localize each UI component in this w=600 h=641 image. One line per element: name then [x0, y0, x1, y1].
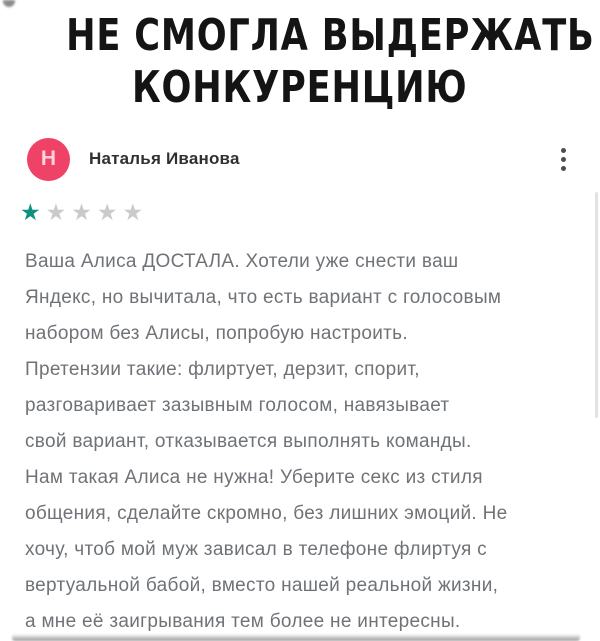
headline: [0, 0, 600, 114]
review-body: [0, 244, 600, 640]
review-body-line: а мне её заигрывания тем более не интересны.: [25, 611, 461, 632]
review-header: [0, 136, 600, 182]
kebab-dot: [561, 166, 566, 171]
review-body-line: свой вариант, отказывается выполнять команды.: [25, 431, 472, 452]
kebab-menu-icon[interactable]: [555, 143, 572, 176]
scrollbar-thumb[interactable]: [595, 192, 598, 418]
review-body-line: Яндекс, но вычитала, что есть вариант с голосовым: [25, 287, 502, 308]
star-empty-icon: ★: [122, 199, 149, 225]
review-body-line: Ваша Алиса ДОСТАЛА. Хотели уже снести ваш: [25, 251, 459, 272]
review-card: [0, 136, 600, 640]
bottom-crop-artifact: [12, 634, 580, 641]
star-filled-icon: ★: [20, 199, 46, 225]
review-body-line: Претензии такие: флиртует, дерзит, спорит,: [25, 359, 420, 380]
headline-line-2: КОНКУРЕНЦИЮ: [132, 62, 468, 113]
avatar-letter: Н: [40, 147, 57, 170]
headline-line-1: НЕ СМОГЛА ВЫДЕРЖАТЬ: [66, 10, 595, 61]
kebab-dot: [561, 157, 566, 162]
review-body-line: вертуальной бабой, вместо нашей реальной жизни,: [25, 575, 499, 596]
star-empty-icon: ★: [96, 199, 123, 225]
review-body-line: разговаривает зазывным голосом, навязывает: [25, 395, 450, 416]
star-empty-icon: ★: [45, 199, 72, 225]
review-body-line: хочу, чтоб мой муж зависал в телефоне флиртуя с: [25, 539, 487, 560]
kebab-dot: [561, 148, 566, 153]
star-rating: [0, 200, 600, 224]
star-empty-icon: ★: [71, 199, 97, 225]
review-body-line: общения, сделайте скромно, без лишних эмоций. Не: [25, 503, 508, 524]
review-body-line: Нам такая Алиса не нужна! Уберите секс из стиля: [25, 467, 483, 488]
avatar: [27, 138, 70, 181]
reviewer-name: Наталья Иванова: [89, 149, 240, 168]
review-body-line: набором без Алисы, попробую настроить.: [25, 323, 408, 344]
